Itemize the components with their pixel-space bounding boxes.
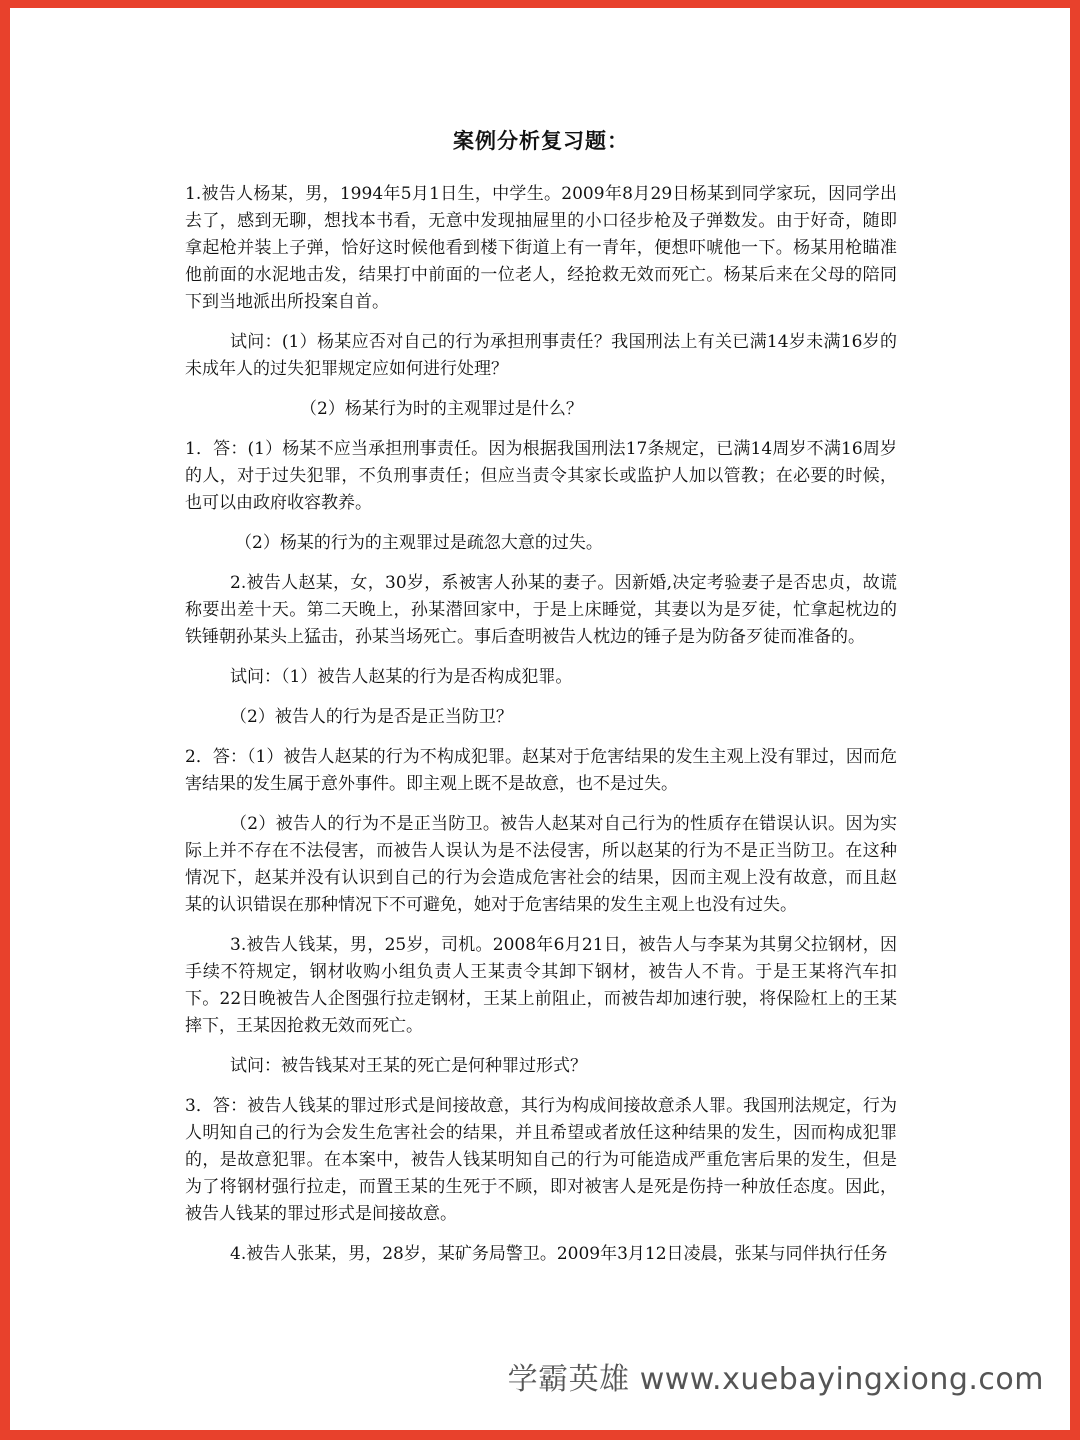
case-2-question-1: 试问：（1）被告人赵某的行为是否构成犯罪。 (230, 667, 573, 687)
case-1-description: 1.被告人杨某，男，1994年5月1日生，中学生。2009年8月29日杨某到同学家玩，因同学出去了，感到无聊，想找本书看，无意中发现抽屉里的小口径步枪及子弹数发。由于好奇，随即拿起枪并装上子弹，恰好这时候他看到楼下街道上有一青年，便想吓唬他一下。杨某用枪瞄准他前面的水泥地击发，结果打中前面的一位老人，经抢救无效而死亡。杨某后来在父母的陪同下到当地派出所投案自首。 (185, 184, 897, 312)
case-1-answer-1: 1．答：(1）杨某不应当承担刑事责任。因为根据我国刑法17条规定，已满14周岁不满16周岁的人，对于过失犯罪，不负刑事责任；但应当责令其家长或监护人加以管教；在必要的时候，也可以由政府收容教养。 (185, 439, 897, 513)
case-1-question-1: 试问：(1）杨某应否对自己的行为承担刑事责任？我国刑法上有关已满14岁未满16岁的未成年人的过失犯罪规定应如何进行处理？ (185, 332, 897, 379)
case-3-answer: 3．答：被告人钱某的罪过形式是间接故意，其行为构成间接故意杀人罪。我国刑法规定，行为人明知自己的行为会发生危害社会的结果，并且希望或者放任这种结果的发生，因而构成犯罪的，是故意犯罪。在本案中，被告人钱某明知自己的行为可能造成严重危害后果的发生，但是为了将钢材强行拉走，而置王某的生死于不顾，即对被害人是死是伤持一种放任态度。因此，被告人钱某的罪过形式是间接故意。 (185, 1096, 897, 1224)
case-2-answer-2: （2）被告人的行为不是正当防卫。被告人赵某对自己行为的性质存在错误认识。因为实际上并不存在不法侵害，而被告人误认为是不法侵害，所以赵某的行为不是正当防卫。在这种情况下，赵某并没有认识到自己的行为会造成危害社会的结果，因而主观上没有故意，而且赵某的认识错误在那种情况下不可避免，她对于危害结果的发生主观上也没有过失。 (185, 814, 897, 915)
case-3-description: 3.被告人钱某，男，25岁，司机。2008年6月21日，被告人与李某为其舅父拉钢材，因手续不符规定，钢材收购小组负责人王某责令其卸下钢材，被告人不肯。于是王某将汽车扣下。22日晚被告人企图强行拉走钢材，王某上前阻止，而被告却加速行驶，将保险杠上的王某摔下，王某因抢救无效而死亡。 (185, 935, 897, 1036)
case-3-question: 试问：被告钱某对王某的死亡是何种罪过形式？ (230, 1056, 587, 1076)
case-2-answer-1: 2．答：（1）被告人赵某的行为不构成犯罪。赵某对于危害结果的发生主观上没有罪过，因而危害结果的发生属于意外事件。即主观上既不是故意，也不是过失。 (185, 747, 897, 794)
document-title: 案例分析复习题： (453, 128, 629, 153)
case-1-answer-2: （2）杨某的行为的主观罪过是疏忽大意的过失。 (235, 533, 603, 553)
watermark: 学霸英雄 www.xuebayingxiong.com (507, 1362, 1044, 1397)
case-4-description: 4.被告人张某，男，28岁，某矿务局警卫。2009年3月12日凌晨，张某与同伴执行任务 (230, 1244, 888, 1264)
case-1-question-2: （2）杨某行为时的主观罪过是什么？ (300, 399, 583, 419)
document-page (185, 130, 897, 1281)
case-2-question-2: （2）被告人的行为是否是正当防卫？ (230, 707, 513, 727)
case-2-description: 2.被告人赵某，女，30岁，系被害人孙某的妻子。因新婚,决定考验妻子是否忠贞，故谎称要出差十天。第二天晚上，孙某潜回家中，于是上床睡觉，其妻以为是歹徒，忙拿起枕边的铁锤朝孙某头上猛击，孙某当场死亡。事后查明被告人枕边的锤子是为防备歹徒而准备的。 (185, 573, 897, 647)
